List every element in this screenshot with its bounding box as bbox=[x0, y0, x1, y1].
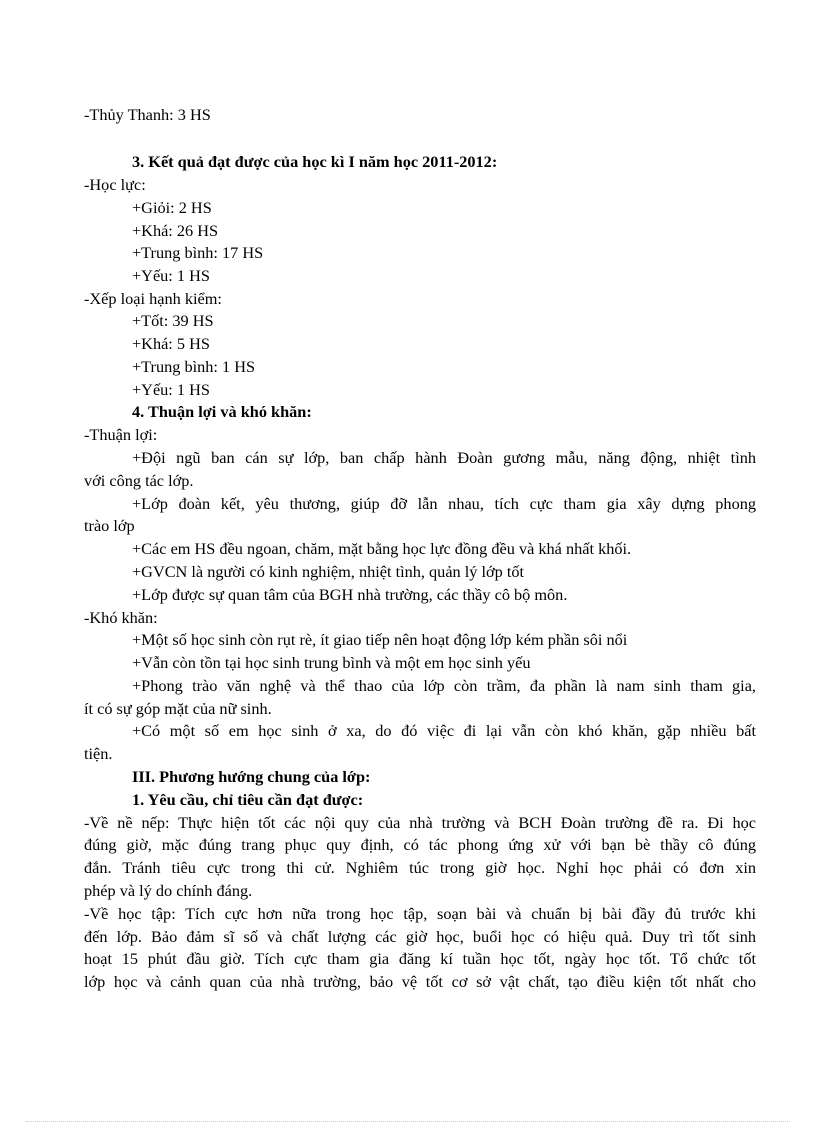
list-item: +Trung bình: 17 HS bbox=[132, 243, 264, 262]
list-item: +Tốt: 39 HS bbox=[132, 311, 214, 330]
text-line: -Xếp loại hạnh kiểm: bbox=[84, 289, 222, 308]
paragraph-line: đến lớp. Bảo đảm sĩ số và chất lượng các giờ học, buổi học có hiệu quả. Duy trì tốt sinh bbox=[84, 927, 756, 946]
paragraph-line: +Phong trào văn nghệ và thể thao của lớp còn trầm, đa phần là nam sinh tham gia, bbox=[132, 676, 756, 695]
text-line: -Học lực: bbox=[84, 175, 146, 194]
list-item: +GVCN là người có kinh nghiệm, nhiệt tình, quản lý lớp tốt bbox=[132, 562, 525, 581]
paragraph-line: với công tác lớp. bbox=[84, 471, 194, 490]
paragraph-line: +Lớp đoàn kết, yêu thương, giúp đỡ lẫn nhau, tích cực tham gia xây dựng phong bbox=[132, 494, 756, 513]
paragraph-line: +Đội ngũ ban cán sự lớp, ban chấp hành Đoàn gương mẫu, năng động, nhiệt tình bbox=[132, 448, 756, 467]
list-item: +Khá: 26 HS bbox=[132, 221, 219, 240]
list-item: +Vẫn còn tồn tại học sinh trung bình và một em học sinh yếu bbox=[132, 653, 531, 672]
paragraph-line: lớp học và cảnh quan của nhà trường, bảo vệ tốt cơ sở vật chất, tạo điều kiện tốt nhất cho bbox=[84, 972, 756, 991]
list-item: +Một số học sinh còn rụt rè, ít giao tiếp nên hoạt động lớp kém phần sôi nổi bbox=[132, 630, 628, 649]
paragraph-line: đúng giờ, mặc đúng trang phục quy định, có tác phong ứng xử với bạn bè thầy cô đúng bbox=[84, 835, 756, 854]
list-item: +Các em HS đều ngoan, chăm, mặt bằng học lực đồng đều và khá nhất khối. bbox=[132, 539, 632, 558]
list-item: +Yếu: 1 HS bbox=[132, 380, 210, 399]
paragraph-line: hoạt 15 phút đầu giờ. Tích cực tham gia đăng kí tuần học tốt, ngày học tốt. Tổ chức tốt bbox=[84, 949, 756, 968]
paragraph-line: -Về học tập: Tích cực hơn nữa trong học tập, soạn bài và chuẩn bị bài đầy đủ trước khi bbox=[84, 904, 756, 923]
list-item: +Trung bình: 1 HS bbox=[132, 357, 256, 376]
list-item: +Yếu: 1 HS bbox=[132, 266, 210, 285]
subsection-heading: 1. Yêu cầu, chỉ tiêu cần đạt được: bbox=[132, 790, 364, 809]
paragraph-line: tiện. bbox=[84, 744, 113, 763]
list-item: +Lớp được sự quan tâm của BGH nhà trường, các thầy cô bộ môn. bbox=[132, 585, 568, 604]
section-heading: III. Phương hướng chung của lớp: bbox=[132, 767, 371, 786]
list-item: +Khá: 5 HS bbox=[132, 334, 210, 353]
paragraph-line: +Có một số em học sinh ở xa, do đó việc đi lại vẫn còn khó khăn, gặp nhiều bất bbox=[132, 721, 756, 740]
paragraph-line: phép và lý do chính đáng. bbox=[84, 881, 253, 900]
section-heading: 4. Thuận lợi và khó khăn: bbox=[132, 402, 312, 421]
paragraph-line: -Về nề nếp: Thực hiện tốt các nội quy của nhà trường và BCH Đoàn trường đề ra. Đi học bbox=[84, 813, 756, 832]
text-line: -Thuận lợi: bbox=[84, 425, 158, 444]
footer-divider bbox=[26, 1121, 790, 1122]
paragraph-line: đắn. Tránh tiêu cực trong thi cử. Nghiêm túc trong giờ học. Nghỉ học phải có đơn xin bbox=[84, 858, 756, 877]
text-line: -Thủy Thanh: 3 HS bbox=[84, 105, 211, 124]
paragraph-line: ít có sự góp mặt của nữ sinh. bbox=[84, 699, 272, 718]
text-line: -Khó khăn: bbox=[84, 608, 158, 627]
section-heading: 3. Kết quả đạt được của học kì I năm học 2011-2012: bbox=[132, 152, 498, 171]
list-item: +Giỏi: 2 HS bbox=[132, 198, 212, 217]
paragraph-line: trào lớp bbox=[84, 516, 135, 535]
